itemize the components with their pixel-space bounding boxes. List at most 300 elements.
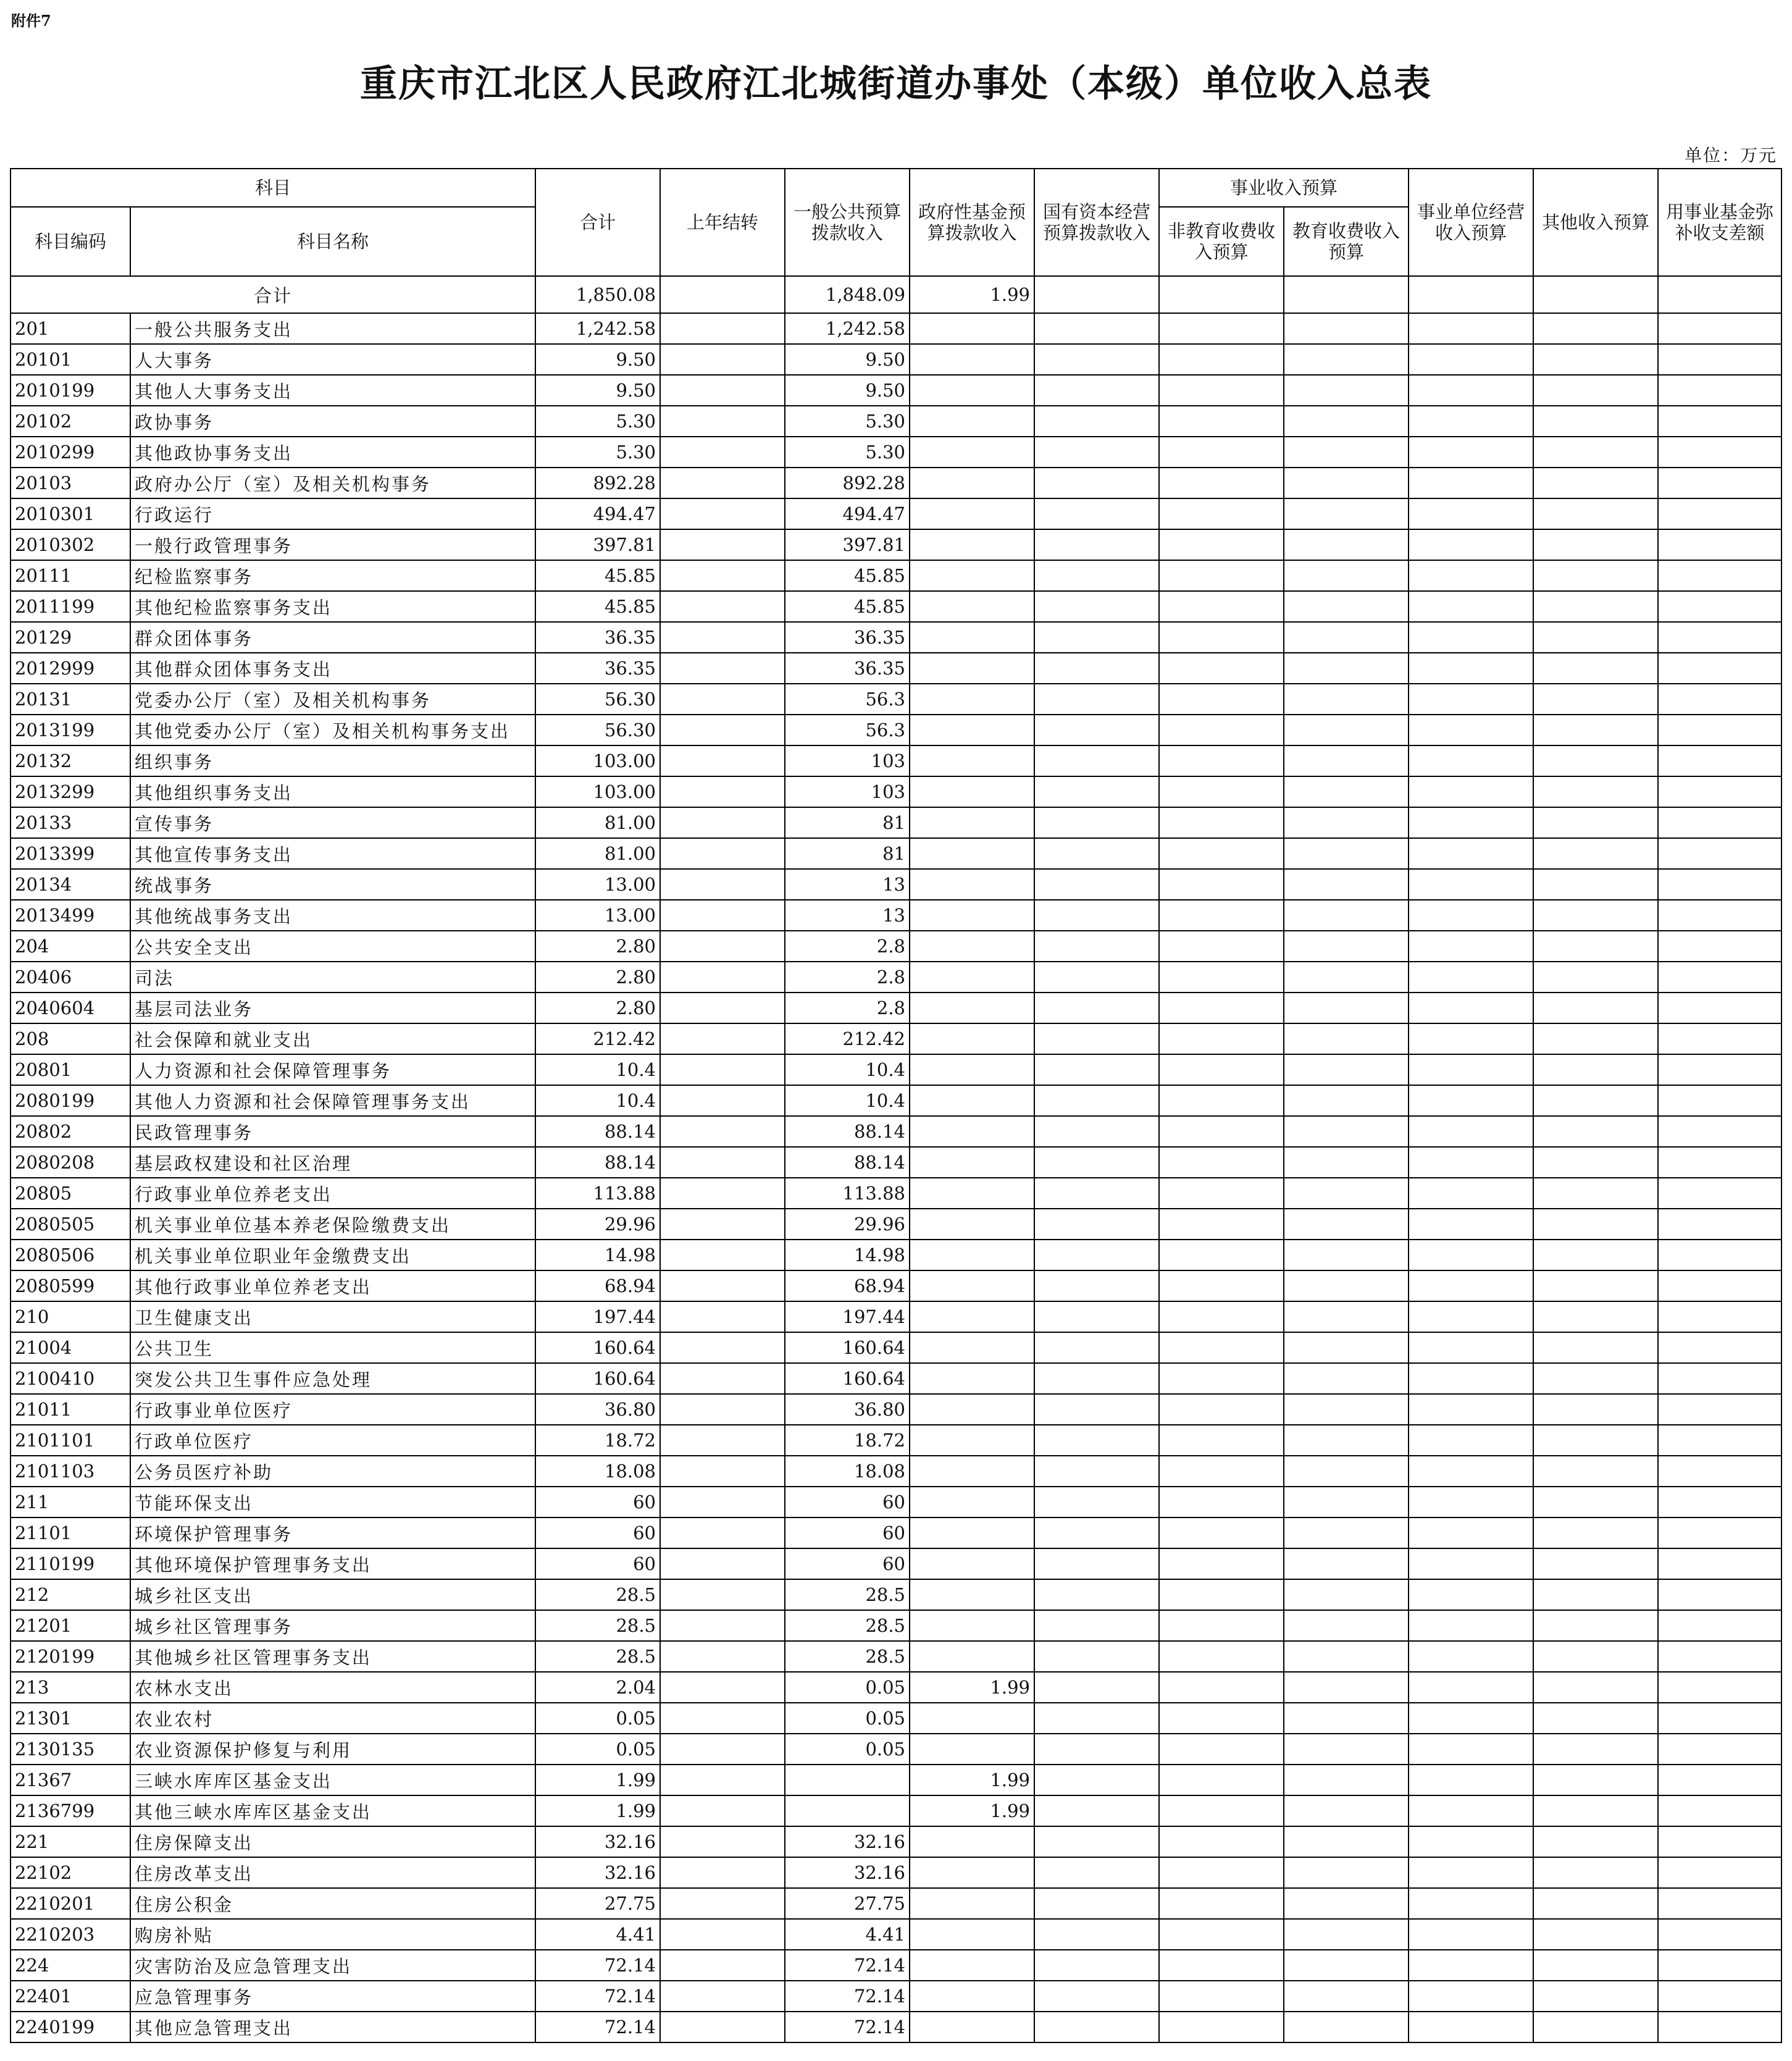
table-row: [10, 962, 1782, 993]
cell-non-edu-fee: [1159, 529, 1284, 560]
cell-gov-fund: [910, 1456, 1034, 1487]
cell-carryover: [660, 1981, 785, 2012]
cell-general: 197.44: [785, 1301, 910, 1332]
cell-state-capital: [1034, 962, 1159, 993]
cell-business-income: [1409, 1548, 1533, 1579]
header-non-edu-fee: 非教育收费收入预算: [1159, 207, 1284, 276]
cell-edu-fee: [1284, 1734, 1409, 1765]
cell-carryover: [660, 962, 785, 993]
cell-other-income: [1533, 344, 1658, 375]
cell-gov-fund: [910, 622, 1034, 653]
cell-fund-offset: [1658, 1023, 1782, 1054]
cell-carryover: [660, 560, 785, 591]
table-row: [10, 2012, 1782, 2042]
cell-state-capital: [1034, 1178, 1159, 1209]
cell-non-edu-fee: [1159, 1456, 1284, 1487]
cell-edu-fee: [1284, 807, 1409, 838]
table-row: [10, 1548, 1782, 1579]
cell-name: 其他政协事务支出: [130, 437, 535, 468]
cell-carryover: [660, 1517, 785, 1548]
cell-gov-fund: [910, 807, 1034, 838]
cell-total: 29.96: [535, 1209, 660, 1240]
cell-other-income: [1533, 807, 1658, 838]
table-row: [10, 807, 1782, 838]
cell-name: 农业资源保护修复与利用: [130, 1734, 535, 1765]
cell-gov-fund: [910, 1703, 1034, 1734]
cell-general: 81: [785, 807, 910, 838]
cell-code: 20129: [10, 622, 130, 653]
cell-code: 212: [10, 1579, 130, 1610]
cell-non-edu-fee: [1159, 807, 1284, 838]
cell-total: 81.00: [535, 807, 660, 838]
cell-fund-offset: [1658, 1765, 1782, 1795]
cell-state-capital: [1034, 1054, 1159, 1085]
cell-total: 60: [535, 1487, 660, 1517]
table-row: [10, 1023, 1782, 1054]
table-row: [10, 993, 1782, 1023]
cell-fund-offset: [1658, 498, 1782, 529]
cell-gov-fund: [910, 1054, 1034, 1085]
cell-general: 32.16: [785, 1857, 910, 1888]
cell-gov-fund: [910, 1517, 1034, 1548]
cell-general: 36.80: [785, 1394, 910, 1425]
cell-carryover: [660, 1332, 785, 1363]
cell-fund-offset: [1658, 1579, 1782, 1610]
cell-business-income: [1409, 962, 1533, 993]
cell-state-capital: [1034, 1023, 1159, 1054]
header-total: 合计: [535, 169, 660, 276]
cell-gov-fund: [910, 1579, 1034, 1610]
cell-name: 其他城乡社区管理事务支出: [130, 1641, 535, 1672]
total-row-carryover: [660, 276, 785, 313]
cell-general: [785, 1795, 910, 1826]
table-row: [10, 1703, 1782, 1734]
cell-total: 32.16: [535, 1826, 660, 1857]
cell-non-edu-fee: [1159, 1765, 1284, 1795]
cell-general: [785, 1765, 910, 1795]
cell-business-income: [1409, 776, 1533, 807]
cell-state-capital: [1034, 529, 1159, 560]
cell-fund-offset: [1658, 1672, 1782, 1703]
cell-edu-fee: [1284, 1240, 1409, 1270]
cell-carryover: [660, 1425, 785, 1456]
cell-fund-offset: [1658, 1703, 1782, 1734]
cell-other-income: [1533, 1425, 1658, 1456]
cell-total: 4.41: [535, 1919, 660, 1950]
cell-carryover: [660, 468, 785, 498]
cell-code: 2100410: [10, 1363, 130, 1394]
cell-state-capital: [1034, 1240, 1159, 1270]
cell-gov-fund: [910, 1641, 1034, 1672]
cell-gov-fund: [910, 1301, 1034, 1332]
cell-gov-fund: [910, 1487, 1034, 1517]
table-row: [10, 406, 1782, 437]
cell-non-edu-fee: [1159, 1672, 1284, 1703]
cell-business-income: [1409, 1765, 1533, 1795]
cell-general: 160.64: [785, 1363, 910, 1394]
cell-non-edu-fee: [1159, 1023, 1284, 1054]
cell-total: 397.81: [535, 529, 660, 560]
cell-gov-fund: [910, 1919, 1034, 1950]
cell-gov-fund: [910, 1548, 1034, 1579]
cell-non-edu-fee: [1159, 993, 1284, 1023]
cell-name: 民政管理事务: [130, 1116, 535, 1147]
cell-general: 113.88: [785, 1178, 910, 1209]
cell-carryover: [660, 900, 785, 931]
cell-business-income: [1409, 591, 1533, 622]
cell-carryover: [660, 591, 785, 622]
cell-fund-offset: [1658, 1147, 1782, 1178]
cell-code: 20132: [10, 745, 130, 776]
cell-state-capital: [1034, 560, 1159, 591]
cell-code: 2136799: [10, 1795, 130, 1826]
cell-name: 宣传事务: [130, 807, 535, 838]
total-row-empty-cell: [1658, 276, 1782, 313]
header-public-budget-group: 事业收入预算: [1159, 169, 1409, 207]
cell-total: 56.30: [535, 715, 660, 745]
cell-total: 2.80: [535, 993, 660, 1023]
cell-total: 13.00: [535, 900, 660, 931]
cell-general: 1,242.58: [785, 313, 910, 344]
cell-total: 45.85: [535, 591, 660, 622]
cell-business-income: [1409, 653, 1533, 684]
cell-business-income: [1409, 313, 1533, 344]
cell-carryover: [660, 1734, 785, 1765]
cell-carryover: [660, 1641, 785, 1672]
cell-general: 2.8: [785, 962, 910, 993]
cell-fund-offset: [1658, 715, 1782, 745]
cell-business-income: [1409, 1270, 1533, 1301]
cell-fund-offset: [1658, 962, 1782, 993]
cell-carryover: [660, 498, 785, 529]
cell-non-edu-fee: [1159, 1054, 1284, 1085]
cell-non-edu-fee: [1159, 498, 1284, 529]
cell-other-income: [1533, 622, 1658, 653]
cell-other-income: [1533, 1641, 1658, 1672]
header-edu-fee: 教育收费收入预算: [1284, 207, 1409, 276]
cell-gov-fund: [910, 838, 1034, 869]
cell-general: 56.3: [785, 684, 910, 715]
cell-edu-fee: [1284, 1919, 1409, 1950]
cell-total: 160.64: [535, 1363, 660, 1394]
cell-code: 2080599: [10, 1270, 130, 1301]
cell-business-income: [1409, 1332, 1533, 1363]
cell-name: 其他人力资源和社会保障管理事务支出: [130, 1085, 535, 1116]
cell-state-capital: [1034, 1332, 1159, 1363]
cell-name: 应急管理事务: [130, 1981, 535, 2012]
cell-gov-fund: [910, 2012, 1034, 2042]
cell-carryover: [660, 1270, 785, 1301]
cell-other-income: [1533, 1919, 1658, 1950]
cell-name: 政协事务: [130, 406, 535, 437]
cell-other-income: [1533, 1981, 1658, 2012]
cell-non-edu-fee: [1159, 1178, 1284, 1209]
cell-code: 2101101: [10, 1425, 130, 1456]
cell-total: 0.05: [535, 1734, 660, 1765]
cell-non-edu-fee: [1159, 684, 1284, 715]
cell-name: 其他纪检监察事务支出: [130, 591, 535, 622]
cell-gov-fund: [910, 591, 1034, 622]
cell-edu-fee: [1284, 776, 1409, 807]
cell-carryover: [660, 1023, 785, 1054]
table-row: [10, 560, 1782, 591]
cell-business-income: [1409, 622, 1533, 653]
table-row: [10, 1054, 1782, 1085]
cell-business-income: [1409, 1301, 1533, 1332]
cell-code: 22102: [10, 1857, 130, 1888]
cell-fund-offset: [1658, 437, 1782, 468]
cell-edu-fee: [1284, 745, 1409, 776]
cell-business-income: [1409, 1703, 1533, 1734]
table-row: [10, 776, 1782, 807]
cell-business-income: [1409, 869, 1533, 900]
cell-non-edu-fee: [1159, 1641, 1284, 1672]
cell-state-capital: [1034, 1795, 1159, 1826]
table-row: [10, 1240, 1782, 1270]
cell-edu-fee: [1284, 869, 1409, 900]
cell-edu-fee: [1284, 591, 1409, 622]
cell-edu-fee: [1284, 1487, 1409, 1517]
cell-name: 城乡社区管理事务: [130, 1610, 535, 1641]
cell-state-capital: [1034, 715, 1159, 745]
cell-state-capital: [1034, 1950, 1159, 1981]
cell-gov-fund: [910, 1734, 1034, 1765]
cell-name: 纪检监察事务: [130, 560, 535, 591]
cell-edu-fee: [1284, 1085, 1409, 1116]
cell-business-income: [1409, 838, 1533, 869]
cell-name: 三峡水库库区基金支出: [130, 1765, 535, 1795]
cell-non-edu-fee: [1159, 1610, 1284, 1641]
cell-fund-offset: [1658, 2012, 1782, 2042]
cell-name: 党委办公厅（室）及相关机构事务: [130, 684, 535, 715]
cell-code: 2012999: [10, 653, 130, 684]
cell-carryover: [660, 1919, 785, 1950]
cell-code: 20111: [10, 560, 130, 591]
table-row: [10, 468, 1782, 498]
cell-name: 机关事业单位基本养老保险缴费支出: [130, 1209, 535, 1240]
cell-fund-offset: [1658, 560, 1782, 591]
total-row-empty-cell: [1034, 276, 1159, 313]
cell-code: 20101: [10, 344, 130, 375]
cell-edu-fee: [1284, 1023, 1409, 1054]
cell-state-capital: [1034, 776, 1159, 807]
cell-fund-offset: [1658, 1054, 1782, 1085]
cell-non-edu-fee: [1159, 1301, 1284, 1332]
cell-business-income: [1409, 560, 1533, 591]
cell-business-income: [1409, 1085, 1533, 1116]
cell-state-capital: [1034, 993, 1159, 1023]
cell-code: 2013299: [10, 776, 130, 807]
cell-business-income: [1409, 344, 1533, 375]
table-row: [10, 313, 1782, 344]
cell-general: 2.8: [785, 993, 910, 1023]
cell-business-income: [1409, 375, 1533, 406]
cell-gov-fund: [910, 1363, 1034, 1394]
cell-fund-offset: [1658, 993, 1782, 1023]
cell-code: 208: [10, 1023, 130, 1054]
cell-state-capital: [1034, 1301, 1159, 1332]
cell-business-income: [1409, 715, 1533, 745]
cell-total: 36.80: [535, 1394, 660, 1425]
cell-business-income: [1409, 529, 1533, 560]
cell-other-income: [1533, 1826, 1658, 1857]
cell-other-income: [1533, 1765, 1658, 1795]
cell-other-income: [1533, 498, 1658, 529]
cell-non-edu-fee: [1159, 344, 1284, 375]
cell-non-edu-fee: [1159, 1795, 1284, 1826]
cell-name: 住房保障支出: [130, 1826, 535, 1857]
cell-other-income: [1533, 1085, 1658, 1116]
cell-general: 5.30: [785, 437, 910, 468]
cell-total: 103.00: [535, 776, 660, 807]
cell-total: 892.28: [535, 468, 660, 498]
cell-business-income: [1409, 1981, 1533, 2012]
cell-total: 60: [535, 1517, 660, 1548]
cell-edu-fee: [1284, 838, 1409, 869]
total-row-gov-fund: 1.99: [910, 276, 1034, 313]
cell-name: 组织事务: [130, 745, 535, 776]
cell-other-income: [1533, 715, 1658, 745]
cell-business-income: [1409, 1487, 1533, 1517]
cell-code: 20406: [10, 962, 130, 993]
header-other-income: 其他收入预算: [1533, 169, 1658, 276]
cell-carryover: [660, 1703, 785, 1734]
cell-general: 28.5: [785, 1641, 910, 1672]
cell-non-edu-fee: [1159, 560, 1284, 591]
cell-name: 行政事业单位养老支出: [130, 1178, 535, 1209]
cell-carryover: [660, 776, 785, 807]
cell-other-income: [1533, 375, 1658, 406]
header-subject: 科目: [10, 169, 535, 207]
cell-other-income: [1533, 776, 1658, 807]
cell-other-income: [1533, 1240, 1658, 1270]
cell-other-income: [1533, 1363, 1658, 1394]
cell-gov-fund: [910, 776, 1034, 807]
cell-fund-offset: [1658, 776, 1782, 807]
cell-business-income: [1409, 437, 1533, 468]
cell-edu-fee: [1284, 1301, 1409, 1332]
cell-other-income: [1533, 1548, 1658, 1579]
cell-code: 2010302: [10, 529, 130, 560]
cell-gov-fund: 1.99: [910, 1672, 1034, 1703]
cell-non-edu-fee: [1159, 406, 1284, 437]
cell-fund-offset: [1658, 1332, 1782, 1363]
cell-edu-fee: [1284, 1178, 1409, 1209]
cell-total: 56.30: [535, 684, 660, 715]
cell-total: 103.00: [535, 745, 660, 776]
cell-code: 201: [10, 313, 130, 344]
cell-carryover: [660, 1054, 785, 1085]
cell-total: 2.80: [535, 931, 660, 962]
cell-fund-offset: [1658, 931, 1782, 962]
table-row: [10, 1765, 1782, 1795]
cell-name: 住房改革支出: [130, 1857, 535, 1888]
cell-business-income: [1409, 931, 1533, 962]
cell-gov-fund: [910, 869, 1034, 900]
cell-edu-fee: [1284, 344, 1409, 375]
cell-edu-fee: [1284, 560, 1409, 591]
cell-total: 9.50: [535, 375, 660, 406]
cell-other-income: [1533, 1517, 1658, 1548]
cell-other-income: [1533, 653, 1658, 684]
cell-fund-offset: [1658, 1487, 1782, 1517]
cell-name: 其他群众团体事务支出: [130, 653, 535, 684]
cell-business-income: [1409, 1425, 1533, 1456]
cell-gov-fund: [910, 684, 1034, 715]
cell-code: 213: [10, 1672, 130, 1703]
cell-total: 27.75: [535, 1888, 660, 1919]
cell-fund-offset: [1658, 529, 1782, 560]
cell-gov-fund: [910, 437, 1034, 468]
cell-edu-fee: [1284, 962, 1409, 993]
cell-edu-fee: [1284, 684, 1409, 715]
cell-name: 环境保护管理事务: [130, 1517, 535, 1548]
cell-non-edu-fee: [1159, 1826, 1284, 1857]
table-row: [10, 498, 1782, 529]
cell-total: 72.14: [535, 2012, 660, 2042]
table-row: [10, 838, 1782, 869]
cell-gov-fund: [910, 653, 1034, 684]
cell-gov-fund: [910, 1023, 1034, 1054]
cell-name: 灾害防治及应急管理支出: [130, 1950, 535, 1981]
cell-state-capital: [1034, 1919, 1159, 1950]
cell-edu-fee: [1284, 1610, 1409, 1641]
cell-name: 社会保障和就业支出: [130, 1023, 535, 1054]
cell-name: 人大事务: [130, 344, 535, 375]
cell-business-income: [1409, 468, 1533, 498]
cell-gov-fund: [910, 1178, 1034, 1209]
cell-code: 21004: [10, 1332, 130, 1363]
cell-gov-fund: [910, 1394, 1034, 1425]
cell-business-income: [1409, 2012, 1533, 2042]
cell-gov-fund: [910, 313, 1034, 344]
cell-edu-fee: [1284, 529, 1409, 560]
table-row: [10, 1425, 1782, 1456]
cell-code: 221: [10, 1826, 130, 1857]
cell-fund-offset: [1658, 1456, 1782, 1487]
cell-non-edu-fee: [1159, 1857, 1284, 1888]
cell-total: 28.5: [535, 1610, 660, 1641]
cell-other-income: [1533, 313, 1658, 344]
cell-other-income: [1533, 1270, 1658, 1301]
cell-non-edu-fee: [1159, 1950, 1284, 1981]
header-fund-offset: 用事业基金弥补收支差额: [1658, 169, 1782, 276]
cell-general: 68.94: [785, 1270, 910, 1301]
cell-edu-fee: [1284, 715, 1409, 745]
cell-fund-offset: [1658, 1610, 1782, 1641]
cell-name: 其他环境保护管理事务支出: [130, 1548, 535, 1579]
cell-name: 购房补贴: [130, 1919, 535, 1950]
cell-carryover: [660, 1301, 785, 1332]
cell-carryover: [660, 1672, 785, 1703]
total-row-empty-cell: [1533, 276, 1658, 313]
cell-state-capital: [1034, 1765, 1159, 1795]
cell-general: 28.5: [785, 1579, 910, 1610]
cell-state-capital: [1034, 591, 1159, 622]
cell-edu-fee: [1284, 1209, 1409, 1240]
cell-fund-offset: [1658, 1270, 1782, 1301]
cell-other-income: [1533, 993, 1658, 1023]
cell-total: 13.00: [535, 869, 660, 900]
cell-code: 20134: [10, 869, 130, 900]
cell-edu-fee: [1284, 622, 1409, 653]
cell-non-edu-fee: [1159, 962, 1284, 993]
cell-general: 60: [785, 1517, 910, 1548]
cell-carryover: [660, 1240, 785, 1270]
total-row: [10, 276, 1782, 313]
table-row: [10, 1579, 1782, 1610]
cell-total: 72.14: [535, 1981, 660, 2012]
